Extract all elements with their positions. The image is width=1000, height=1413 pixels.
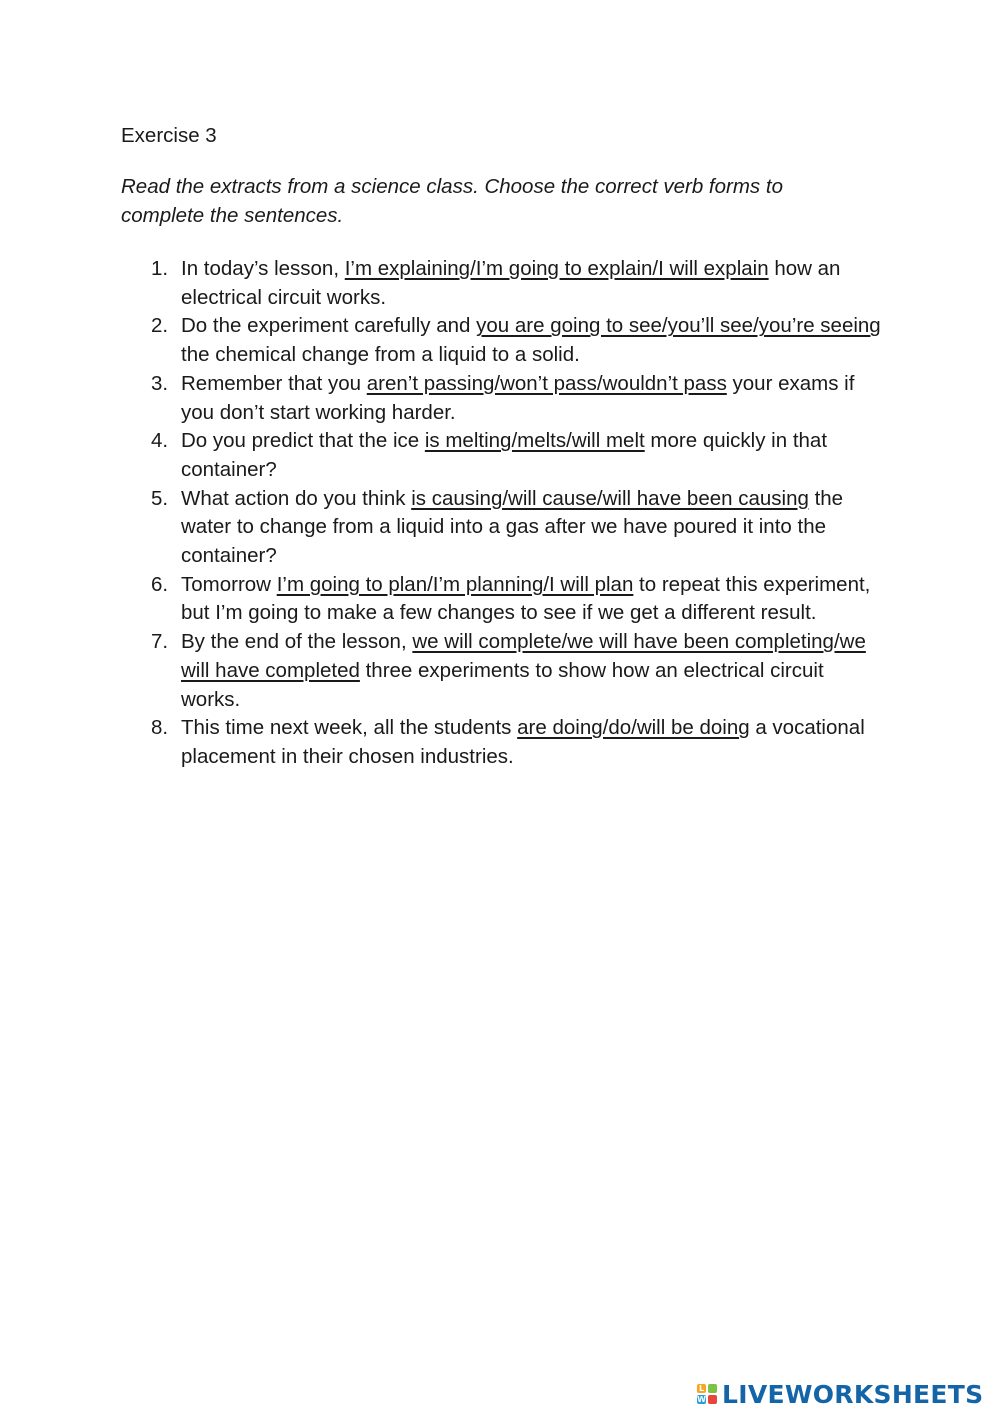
question-text-after: your exams if you don’t start working harder. <box>181 371 855 424</box>
liveworksheets-logo <box>697 1379 983 1409</box>
exercise-title: Exercise 3 <box>121 124 217 147</box>
verb-options[interactable]: is causing/will cause/will have been causing <box>411 486 809 510</box>
verb-options[interactable]: we will complete/we will have been completing/we will have completed <box>181 630 866 682</box>
instructions-text: Read the extracts from a science class. Choose the correct verb forms to complete the sentences. <box>121 175 783 227</box>
question-text-before: Do you predict that the ice <box>181 429 425 453</box>
verb-options[interactable]: I’m going to plan/I’m planning/I will plan <box>276 572 634 596</box>
logo-tile-l: L <box>698 1384 705 1393</box>
question-text-before: What action do you think <box>181 486 412 510</box>
question-text-after: more quickly in that container? <box>181 429 828 481</box>
logo-tile-blank <box>708 1384 717 1393</box>
question-text-before: Remember that you <box>181 371 367 395</box>
question-number: 1. <box>151 257 169 280</box>
question-text-before: In today’s lesson, <box>181 257 345 280</box>
question-item <box>121 427 881 484</box>
question-number: 4. <box>151 429 169 453</box>
verb-options[interactable]: aren’t passing/won’t pass/wouldn’t pass <box>366 371 727 395</box>
question-text-after: the chemical change from a liquid to a solid. <box>181 343 580 367</box>
question-number: 8. <box>151 716 169 740</box>
question-text-before: This time next week, all the students <box>181 716 518 740</box>
logo-text: LIVEWORKSHEETS <box>722 1379 984 1409</box>
question-number: 2. <box>151 314 169 338</box>
question-number: 7. <box>151 630 169 654</box>
question-text-after: the water to change from a liquid into a gas after we have poured it into the container? <box>181 486 844 568</box>
question-text-before: Tomorrow <box>181 572 277 596</box>
question-text-before: Do the experiment carefully and <box>181 314 477 338</box>
question-number: 3. <box>151 371 169 395</box>
question-item <box>121 370 881 427</box>
logo-mark-icon <box>697 1384 717 1404</box>
question-item <box>121 485 881 571</box>
verb-options[interactable]: you are going to see/you’ll see/you’re seeing <box>476 314 881 338</box>
question-item <box>121 255 881 312</box>
question-text-after: three experiments to show how an electrical circuit works. <box>181 658 824 711</box>
question-text-after: to repeat this experiment, but I’m going to make a few changes to see if we get a different result. <box>181 572 871 625</box>
verb-options[interactable]: I’m explaining/I’m going to explain/I will explain <box>344 257 769 280</box>
question-item <box>121 571 881 628</box>
verb-options[interactable]: is melting/melts/will melt <box>424 429 645 453</box>
question-list <box>121 255 881 772</box>
question-item <box>121 312 881 369</box>
question-item <box>121 714 881 771</box>
question-number: 6. <box>151 572 169 596</box>
question-text-after: a vocational placement in their chosen industries. <box>181 716 865 768</box>
question-item <box>121 628 881 714</box>
question-number: 5. <box>151 486 169 510</box>
question-text-before: By the end of the lesson, <box>181 630 413 654</box>
verb-options[interactable]: are doing/do/will be doing <box>517 716 750 740</box>
question-text-after: how an electrical circuit works. <box>181 257 841 309</box>
logo-tile-w: W <box>697 1395 706 1404</box>
logo-tile-blank-2 <box>708 1395 717 1404</box>
